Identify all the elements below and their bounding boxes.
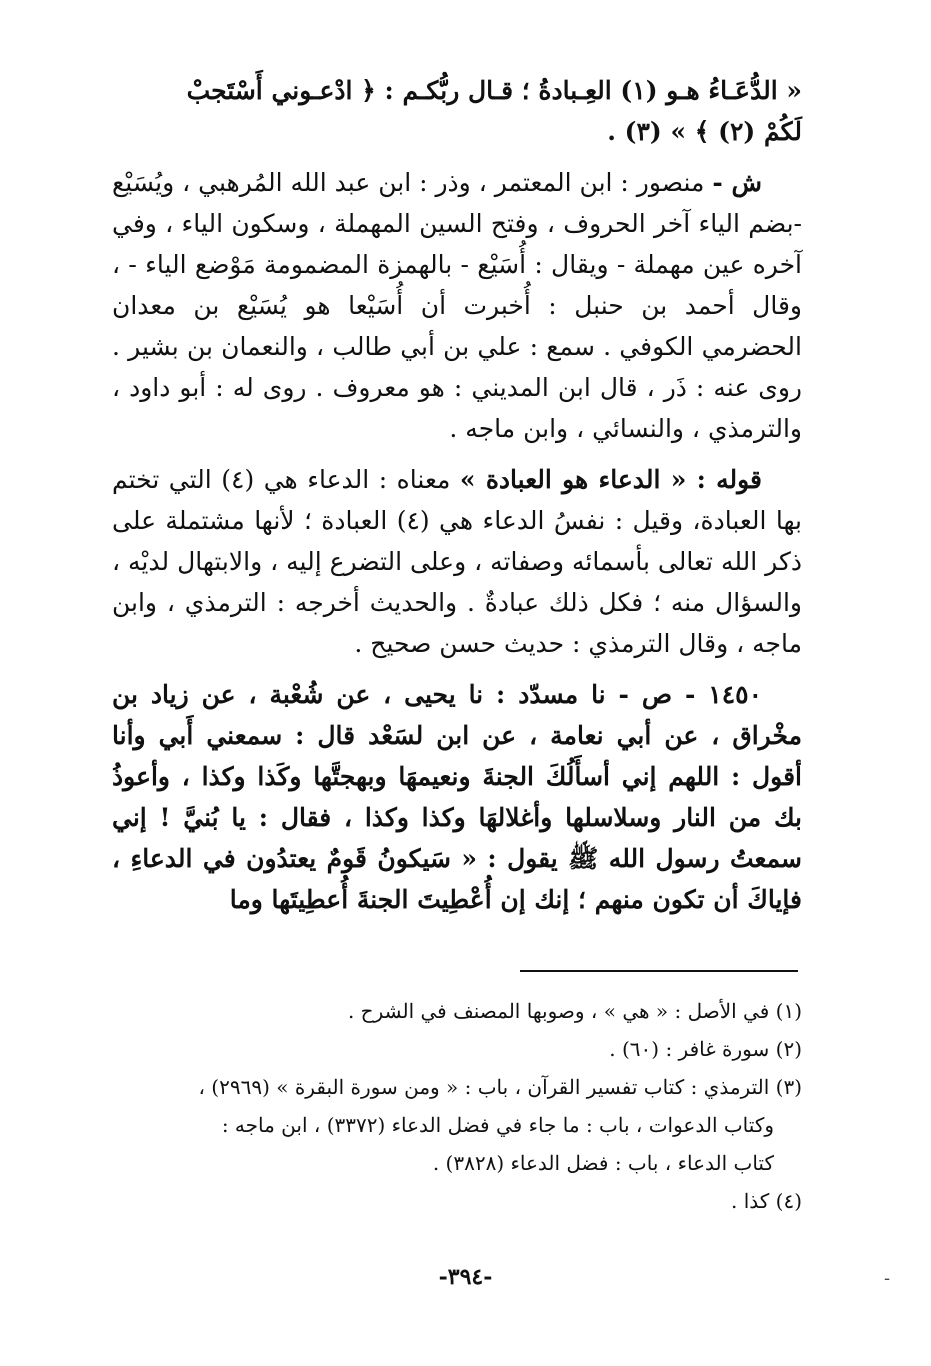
footnote-2: (٢) سورة غافر : (٦٠) .	[609, 1037, 802, 1061]
footnote-3-continuation-2: كتاب الدعاء ، باب : فضل الدعاء (٣٨٢٨) .	[432, 1151, 774, 1175]
commentary-meaning-lead: قوله : « الدعاء هو العبادة »	[459, 465, 763, 494]
footnotes	[112, 992, 802, 1220]
commentary-meaning-text: معناه : الدعاء هي (٤) التي تختم بها العبادة، وقيل : نفسُ الدعاء هي (٤) العبادة ؛ لأنها مشتملة على ذكر الله تعالى بأسمائه وصفاته ، وعلى التضرع إليه ، والابتهال لديْه ، والسؤال منه ؛ فكل ذلك عبادةٌ . والحديث أخرجه : الترمذي ، وابن ماجه ، وقال الترمذي : حديث حسن صحيح .	[112, 465, 802, 658]
page-body	[112, 70, 802, 930]
margin-mark: -	[884, 1268, 891, 1289]
commentary-meaning	[112, 459, 802, 664]
footnote-divider	[520, 970, 798, 972]
hadith-quote-line-2: لَكُمْ (٢) ﴾ » (٣) .	[607, 117, 802, 146]
page-number: -٣٩٤-	[438, 1264, 493, 1290]
footnote-1: (١) في الأصل : « هي » ، وصوبها المصنف في الشرح .	[347, 999, 802, 1023]
commentary-narrators	[112, 162, 802, 449]
commentary-marker: ش -	[712, 168, 762, 197]
hadith-quote-line-1: « الدُّعَـاءُ هـو (١) العِـبادةُ ؛ قـال ربُّكـم : ﴿ ادْعـوني أَسْتَجبْ	[186, 76, 802, 105]
commentary-narrators-text: منصور : ابن المعتمر ، وذر : ابن عبد الله المُرهبي ، ويُسَيْع -بضم الياء آخر الحروف ، وفتح السين المهملة ، وسكون الياء ، وفي آخره عين مهملة - ويقال : أُسَيْع - بالهمزة المضمومة مَوْضع الياء - ، وقال أحمد بن حنبل : أُخبرت أن أُسَيْعا هو يُسَيْع بن معدان الحضرمي الكوفي . سمع : علي بن أبي طالب ، والنعمان بن بشير . روى عنه : ذَر ، قال ابن المديني : هو معروف . روى له : أبو داود ، والترمذي ، والنسائي ، وابن ماجه .	[112, 168, 802, 443]
hadith-quote	[112, 70, 802, 152]
hadith-1450	[112, 674, 802, 920]
hadith-1450-text: ١٤٥٠ - ص - نا مسدّد : نا يحيى ، عن شُعْبة ، عن زياد بن مخْراق ، عن أبي نعامة ، عن ابن لسَعْد قال : سمعني أَبي وأنا أقول : اللهم إني أسأَلُكَ الجنةَ ونعيمهَا وبهجتَّها وكَذا وكذا ، وأعوذُ بك من النار وسلاسلها وأغلالهَا وكذا وكذا ، فقال : يا بُنيَّ ! إني سمعتُ رسول الله ﷺ يقول : « سَيكونُ قَومٌ يعتدُون في الدعاءِ ، فإياكَ أن تكون منهم ؛ إنك إن أُعْطِيتَ الجنةَ أُعطِيتَها وما	[112, 680, 802, 914]
footnote-4: (٤) كذا .	[730, 1189, 802, 1213]
footnote-3-continuation-1: وكتاب الدعوات ، باب : ما جاء في فضل الدعاء (٣٣٧٢) ، ابن ماجه :	[221, 1113, 774, 1137]
footnote-3: (٣) الترمذي : كتاب تفسير القرآن ، باب : « ومن سورة البقرة » (٢٩٦٩) ،	[198, 1075, 802, 1099]
